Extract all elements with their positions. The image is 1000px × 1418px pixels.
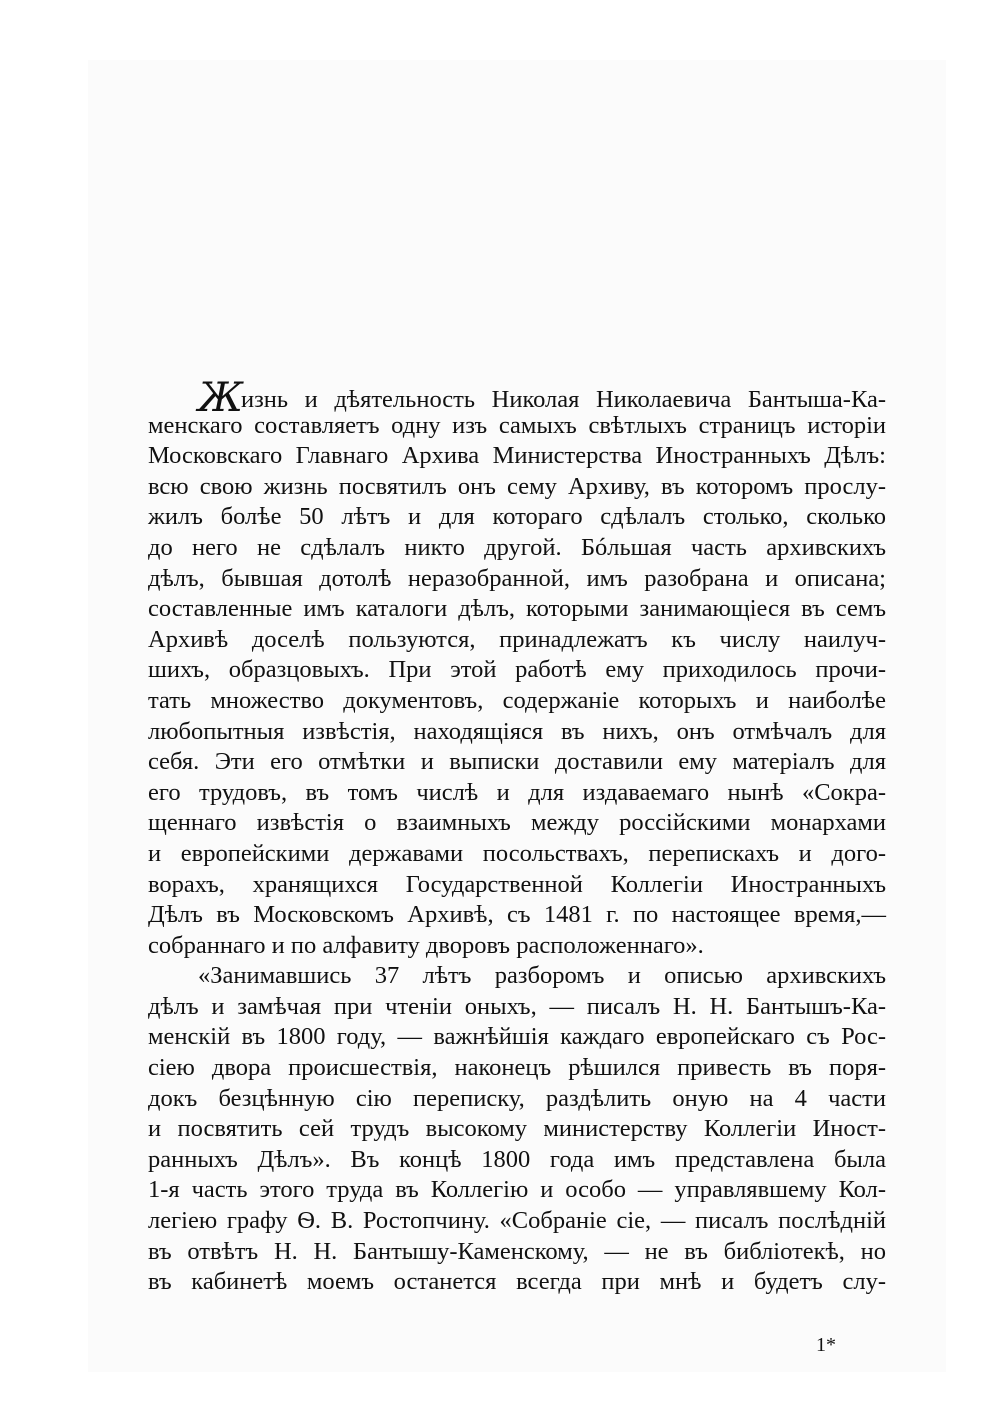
text-line: [148, 717, 886, 748]
line-text: менскаго составляетъ одну изъ самыхъ свѣтлыхъ страницъ исторіи: [148, 411, 886, 439]
text-line: [148, 1145, 886, 1176]
text-line: [148, 375, 886, 421]
text-line: [148, 747, 886, 778]
text-line: [148, 1114, 886, 1145]
text-line: [148, 655, 886, 686]
line-text: составленные имъ каталоги дѣлъ, которыми занимающіеся въ семъ: [148, 595, 886, 623]
drop-cap: Ж: [198, 375, 243, 421]
line-text: тать множество документовъ, содержаніе которыхъ и наиболѣе: [148, 686, 886, 714]
line-text: всю свою жизнь посвятилъ онъ сему Архиву, въ которомъ прослу-: [148, 472, 886, 500]
line-text: жилъ болѣе 50 лѣтъ и для котораго сдѣлалъ столько, сколько: [148, 503, 886, 531]
line-text: собраннаго и по алфавиту дворовъ расположеннаго».: [148, 931, 704, 959]
line-text: Архивѣ доселѣ пользуются, принадлежатъ къ числу наилуч-: [148, 625, 886, 653]
text-line: [148, 594, 886, 625]
line-text: въ кабинетѣ моемъ останется всегда при мнѣ и будетъ слу-: [148, 1268, 886, 1296]
text-line: [148, 564, 886, 595]
text-line: [148, 686, 886, 717]
text-line: [148, 1084, 886, 1115]
line-text: и европейскими державами посольствахъ, перепискахъ и дого-: [148, 839, 886, 867]
line-text: сіею двора происшествія, наконецъ рѣшился привесть въ поря-: [148, 1054, 886, 1082]
text-line: [148, 961, 886, 992]
text-line: [148, 1206, 886, 1237]
text-line: [148, 533, 886, 564]
text-line: [148, 625, 886, 656]
line-text: дѣлъ и замѣчая при чтеніи оныхъ, — писалъ Н. Н. Бантышъ-Ка-: [148, 992, 886, 1020]
line-text: щеннаго извѣстія о взаимныхъ между россійскими монархами: [148, 809, 886, 837]
text-line: [148, 1175, 886, 1206]
text-line: [148, 778, 886, 809]
text-line: [148, 839, 886, 870]
text-line: [148, 1267, 886, 1298]
line-text: до него не сдѣлалъ никто другой. Бóльшая часть архивскихъ: [148, 533, 886, 561]
text-line: [148, 931, 886, 962]
line-text: въ отвѣтъ Н. Н. Бантышу-Каменскому, — не въ библіотекѣ, но: [148, 1237, 886, 1265]
line-text: ворахъ, хранящихся Государственной Коллегіи Иностранныхъ: [148, 870, 886, 898]
line-text: докъ безцѣнную сію переписку, раздѣлить оную на 4 части: [148, 1084, 886, 1112]
line-text: любопытныя извѣстія, находящіяся въ нихъ, онъ отмѣчалъ для: [148, 717, 886, 745]
text-line: [148, 411, 886, 442]
text-line: [148, 502, 886, 533]
text-line: [148, 472, 886, 503]
line-text: 1-я часть этого труда въ Коллегію и особо — управлявшему Кол-: [148, 1176, 886, 1204]
line-text: и посвятить сей трудъ высокому министерству Коллегіи Иност-: [148, 1115, 886, 1143]
body-text: [148, 375, 886, 1298]
line-text: изнь и дѣятельность Николая Николаевича Бантыша-Ка-: [240, 386, 886, 413]
text-line: [148, 900, 886, 931]
text-line: [148, 441, 886, 472]
line-text: шихъ, образцовыхъ. При этой работѣ ему приходилось прочи-: [148, 656, 886, 684]
text-line: [148, 808, 886, 839]
line-text: ранныхъ Дѣлъ». Въ концѣ 1800 года имъ представлена была: [148, 1145, 886, 1173]
text-line: [148, 1022, 886, 1053]
line-text: Московскаго Главнаго Архива Министерства Иностранныхъ Дѣлъ:: [148, 442, 886, 470]
line-text: менскій въ 1800 году, — важнѣйшія каждаго европейскаго съ Рос-: [148, 1023, 886, 1051]
line-text: его трудовъ, въ томъ числѣ и для издаваемаго нынѣ «Сокра-: [148, 778, 886, 806]
text-line: [148, 1237, 886, 1268]
text-line: [148, 992, 886, 1023]
line-text: дѣлъ, бывшая дотолѣ неразобранной, имъ разобрана и описана;: [148, 564, 886, 592]
page-number: 1*: [816, 1334, 836, 1356]
line-text: Дѣлъ въ Московскомъ Архивѣ, съ 1481 г. по настоящее время,—: [148, 901, 886, 929]
line-text: легіею графу Ѳ. В. Ростопчину. «Собраніе сіе, — писалъ послѣдній: [148, 1207, 886, 1235]
line-text: себя. Эти его отмѣтки и выписки доставили ему матеріалъ для: [148, 748, 886, 776]
text-line: [148, 1053, 886, 1084]
line-text: «Занимавшись 37 лѣтъ разборомъ и описью архивскихъ: [198, 962, 886, 990]
text-line: [148, 870, 886, 901]
